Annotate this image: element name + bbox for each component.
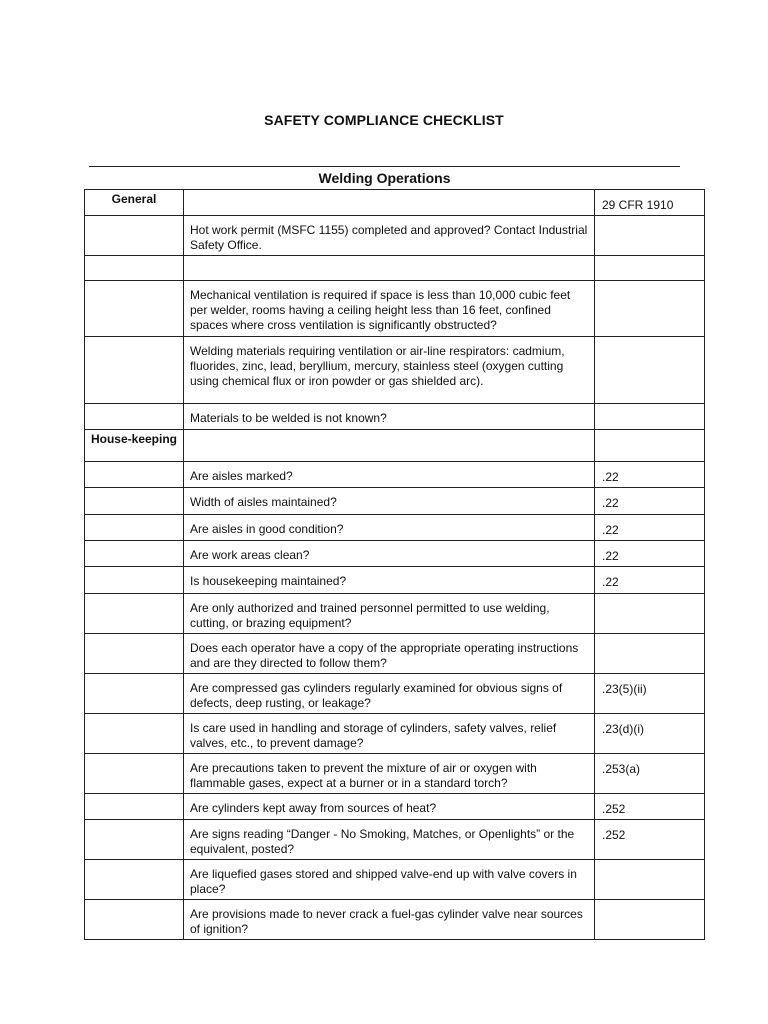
question-cell: Are only authorized and trained personnel permitted to use welding, cutting, or brazing equipment? <box>184 594 595 634</box>
reference-cell <box>595 900 705 940</box>
table-row <box>85 634 705 674</box>
category-cell <box>85 281 184 337</box>
table-row <box>85 256 705 281</box>
reference-cell: .252 <box>595 794 705 820</box>
reference-cell <box>595 860 705 900</box>
category-cell <box>85 462 184 488</box>
category-cell <box>85 567 184 594</box>
category-cell <box>85 404 184 430</box>
question-cell: Are work areas clean? <box>184 541 595 567</box>
category-cell <box>85 754 184 794</box>
category-cell <box>85 900 184 940</box>
table-row <box>85 337 705 404</box>
table-row <box>85 462 705 488</box>
category-cell <box>85 488 184 515</box>
reference-cell: .22 <box>595 515 705 541</box>
table-row <box>85 860 705 900</box>
reference-cell <box>595 594 705 634</box>
question-cell: Is housekeeping maintained? <box>184 567 595 594</box>
reference-cell <box>595 430 705 462</box>
question-cell: Are liquefied gases stored and shipped valve-end up with valve covers in place? <box>184 860 595 900</box>
question-cell: Is care used in handling and storage of cylinders, safety valves, relief valves, etc., to prevent damage? <box>184 714 595 754</box>
category-cell <box>85 714 184 754</box>
reference-cell: .23(d)(i) <box>595 714 705 754</box>
question-cell <box>184 256 595 281</box>
reference-cell: .253(a) <box>595 754 705 794</box>
table-row <box>85 754 705 794</box>
question-cell: Mechanical ventilation is required if space is less than 10,000 cubic feet per welder, rooms having a ceiling height less than 16 feet, confined spaces where cross ventilation is significantly obstructed? <box>184 281 595 337</box>
checklist-table <box>84 189 705 940</box>
category-cell: House-keeping <box>85 430 184 462</box>
category-cell <box>85 594 184 634</box>
table-row <box>85 541 705 567</box>
table-row <box>85 594 705 634</box>
category-cell <box>85 634 184 674</box>
reference-cell: .22 <box>595 567 705 594</box>
reference-cell: .22 <box>595 541 705 567</box>
category-cell <box>85 674 184 714</box>
title-divider <box>89 166 680 167</box>
question-cell: Are aisles in good condition? <box>184 515 595 541</box>
table-row <box>85 515 705 541</box>
reference-cell <box>595 404 705 430</box>
category-cell <box>85 216 184 256</box>
checklist-rows <box>85 190 705 940</box>
question-cell: Are signs reading “Danger - No Smoking, Matches, or Openlights” or the equivalent, posted? <box>184 820 595 860</box>
reference-cell: .23(5)(ii) <box>595 674 705 714</box>
question-cell: Welding materials requiring ventilation or air-line respirators: cadmium, fluorides, zinc, lead, beryllium, mercury, stainless steel (oxygen cutting using chemical flux or iron powder or gas shielded arc). <box>184 337 595 404</box>
table-row <box>85 714 705 754</box>
table-row <box>85 190 705 216</box>
question-cell <box>184 190 595 216</box>
table-row <box>85 404 705 430</box>
category-cell <box>85 337 184 404</box>
question-cell: Are compressed gas cylinders regularly examined for obvious signs of defects, deep rusting, or leakage? <box>184 674 595 714</box>
question-cell: Hot work permit (MSFC 1155) completed and approved? Contact Industrial Safety Office. <box>184 216 595 256</box>
reference-cell <box>595 337 705 404</box>
question-cell: Are provisions made to never crack a fuel-gas cylinder valve near sources of ignition? <box>184 900 595 940</box>
table-row <box>85 430 705 462</box>
reference-cell: .22 <box>595 488 705 515</box>
reference-cell <box>595 216 705 256</box>
reference-cell: .252 <box>595 820 705 860</box>
table-row <box>85 794 705 820</box>
table-row <box>85 216 705 256</box>
section-title: Welding Operations <box>318 170 451 186</box>
table-row <box>85 900 705 940</box>
category-cell <box>85 860 184 900</box>
question-cell: Width of aisles maintained? <box>184 488 595 515</box>
category-cell <box>85 820 184 860</box>
question-cell: Materials to be welded is not known? <box>184 404 595 430</box>
table-row <box>85 281 705 337</box>
question-cell: Does each operator have a copy of the appropriate operating instructions and are they directed to follow them? <box>184 634 595 674</box>
table-row <box>85 820 705 860</box>
page-title: SAFETY COMPLIANCE CHECKLIST <box>264 112 504 128</box>
category-cell <box>85 794 184 820</box>
category-cell <box>85 541 184 567</box>
category-cell <box>85 256 184 281</box>
question-cell: Are precautions taken to prevent the mixture of air or oxygen with flammable gases, expect at a burner or in a standard torch? <box>184 754 595 794</box>
question-cell: Are cylinders kept away from sources of heat? <box>184 794 595 820</box>
question-cell <box>184 430 595 462</box>
reference-cell <box>595 634 705 674</box>
reference-cell: .22 <box>595 462 705 488</box>
table-row <box>85 567 705 594</box>
category-cell: General <box>85 190 184 216</box>
question-cell: Are aisles marked? <box>184 462 595 488</box>
category-cell <box>85 515 184 541</box>
reference-cell <box>595 281 705 337</box>
table-row <box>85 488 705 515</box>
reference-cell <box>595 256 705 281</box>
reference-cell: 29 CFR 1910 <box>595 190 705 216</box>
table-row <box>85 674 705 714</box>
